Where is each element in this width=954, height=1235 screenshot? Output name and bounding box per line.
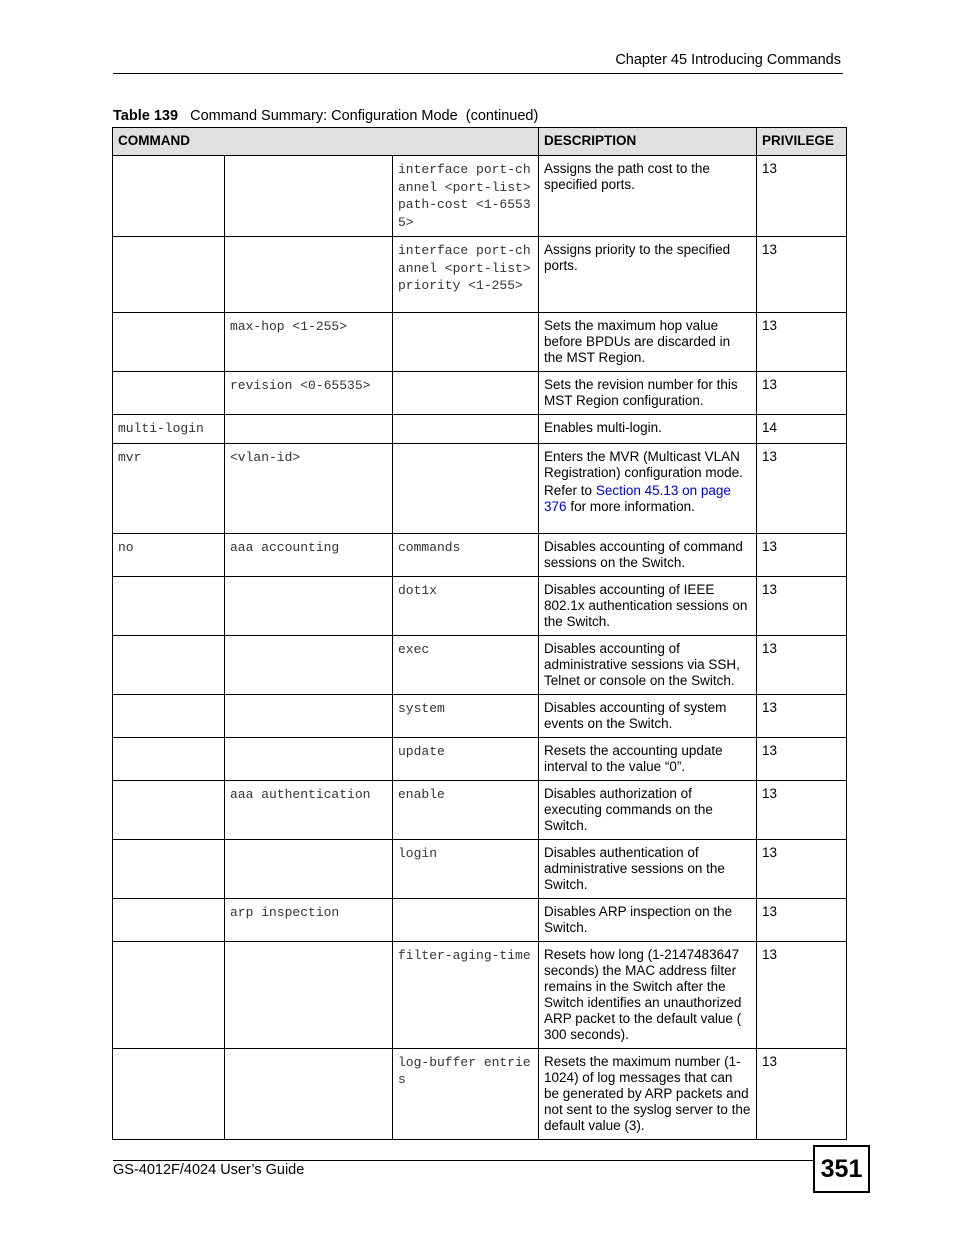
command-cell: [113, 694, 225, 737]
option-cell: [393, 898, 539, 941]
privilege-cell: 13: [757, 780, 847, 839]
command-cell: [113, 372, 225, 415]
footer-rule: [113, 1160, 813, 1161]
table-row: [113, 737, 847, 780]
option-cell: [393, 576, 539, 635]
option-cell: [393, 780, 539, 839]
table-row: [113, 576, 847, 635]
refer-suffix: for more information.: [566, 498, 695, 514]
description-text: Disables accounting of administrative sessions via SSH, Telnet or console on the Switch.: [544, 640, 740, 688]
command-cell-text: no: [118, 539, 134, 555]
description-cell: [539, 839, 757, 898]
privilege-cell: 13: [757, 156, 847, 237]
command-cell-text: multi-login: [118, 421, 204, 436]
subcommand-cell: [225, 576, 393, 635]
description-text: Disables authentication of administrative sessions on the Switch.: [544, 844, 725, 892]
subcommand-cell: [225, 443, 393, 533]
description-cell: [539, 313, 757, 372]
description-cell: [539, 237, 757, 313]
table-row: [113, 372, 847, 415]
header-rule: [113, 73, 843, 74]
table-row: [113, 237, 847, 313]
subcommand-cell: [225, 898, 393, 941]
guide-title: GS-4012F/4024 User’s Guide: [113, 1162, 305, 1178]
option-cell: [393, 237, 539, 313]
table-row: [113, 635, 847, 694]
command-cell: [113, 237, 225, 313]
subcommand-cell-text: aaa accounting: [230, 539, 340, 555]
description-text: Sets the revision number for this MST Region configuration.: [544, 377, 738, 408]
privilege-cell: 13: [757, 635, 847, 694]
option-cell-text: commands: [398, 539, 461, 555]
description-text: Disables accounting of IEEE 802.1x authentication sessions on the Switch.: [544, 581, 748, 629]
command-cell: [113, 898, 225, 941]
command-cell: [113, 415, 225, 444]
subcommand-cell: [225, 372, 393, 415]
description-cell: [539, 898, 757, 941]
command-cell: [113, 443, 225, 533]
description-cell: [539, 941, 757, 1048]
command-cell: [113, 1048, 225, 1139]
privilege-cell: 13: [757, 237, 847, 313]
option-cell: [393, 737, 539, 780]
option-cell: [393, 839, 539, 898]
privilege-cell: 13: [757, 737, 847, 780]
option-cell: [393, 415, 539, 444]
privilege-cell: 13: [757, 372, 847, 415]
privilege-cell: 13: [757, 694, 847, 737]
table-row: [113, 443, 847, 533]
privilege-cell: 13: [757, 443, 847, 533]
description-text: Disables accounting of system events on the Switch.: [544, 699, 727, 731]
table-row: [113, 839, 847, 898]
option-cell-text: filter-aging-time: [398, 947, 531, 963]
privilege-cell: 13: [757, 839, 847, 898]
description-text: Disables accounting of command sessions on the Switch.: [544, 538, 743, 570]
description-cell: [539, 415, 757, 444]
table-row: [113, 941, 847, 1048]
table-row: [113, 780, 847, 839]
table-caption: [113, 108, 538, 124]
section-link[interactable]: Section 45.13 on page 376: [544, 482, 731, 514]
option-cell: [393, 1048, 539, 1139]
column-header-description: DESCRIPTION: [539, 128, 757, 156]
command-cell-text: mvr: [118, 449, 142, 465]
option-cell-text: dot1x: [398, 582, 438, 598]
option-cell-text: update: [398, 743, 445, 759]
option-cell-text: interface port-channel <port-list> path-cost <1-65535>: [398, 162, 539, 230]
table-caption-title: Command Summary: Configuration Mode (continued): [190, 108, 539, 124]
description-text: Resets the accounting update interval to the value “0”.: [544, 742, 723, 774]
refer-text: [544, 483, 751, 515]
command-cell: [113, 941, 225, 1048]
description-text: Enters the MVR (Multicast VLAN Registration) configuration mode.: [544, 448, 743, 480]
option-cell: [393, 443, 539, 533]
subcommand-cell-text: <vlan-id>: [230, 449, 301, 465]
table-header-row: [113, 128, 847, 156]
command-cell: [113, 156, 225, 237]
option-cell-text: exec: [398, 641, 430, 657]
privilege-cell: 14: [757, 415, 847, 444]
command-table: [112, 127, 847, 1140]
subcommand-cell-text: arp inspection: [230, 904, 340, 920]
description-text: Disables ARP inspection on the Switch.: [544, 903, 733, 935]
option-cell-text: log-buffer entries: [398, 1054, 531, 1087]
description-text: Resets how long (1-2147483647 seconds) the MAC address filter remains in the Switch after the Switch identifies an unauthorized ARP packet to the default value ( 300 seconds).: [544, 946, 742, 1042]
privilege-cell: 13: [757, 533, 847, 576]
subcommand-cell: [225, 415, 393, 444]
privilege-cell: 13: [757, 576, 847, 635]
refer-prefix: Refer to: [544, 482, 596, 498]
description-cell: [539, 156, 757, 237]
option-cell: [393, 372, 539, 415]
description-text: Enables multi-login.: [544, 420, 662, 435]
option-cell: [393, 533, 539, 576]
subcommand-cell: [225, 1048, 393, 1139]
table-row: [113, 898, 847, 941]
description-text: Assigns priority to the specified ports.: [544, 242, 731, 273]
page-number: 351: [813, 1145, 870, 1193]
privilege-cell: 13: [757, 898, 847, 941]
subcommand-cell: [225, 533, 393, 576]
command-cell: [113, 737, 225, 780]
option-cell-text: interface port-channel <port-list> priority <1-255>: [398, 243, 539, 293]
privilege-cell: 13: [757, 1048, 847, 1139]
option-cell: [393, 313, 539, 372]
subcommand-cell: [225, 737, 393, 780]
subcommand-cell: [225, 839, 393, 898]
privilege-cell: 13: [757, 313, 847, 372]
subcommand-cell-text: revision <0-65535>: [230, 378, 371, 393]
command-cell: [113, 576, 225, 635]
command-cell: [113, 635, 225, 694]
option-cell: [393, 156, 539, 237]
description-cell: [539, 443, 757, 533]
option-cell: [393, 635, 539, 694]
description-text: Sets the maximum hop value before BPDUs are discarded in the MST Region.: [544, 318, 731, 365]
description-text: Disables authorization of executing commands on the Switch.: [544, 785, 713, 833]
description-cell: [539, 1048, 757, 1139]
subcommand-cell: [225, 237, 393, 313]
chapter-header: Chapter 45 Introducing Commands: [615, 52, 841, 68]
privilege-cell: 13: [757, 941, 847, 1048]
option-cell-text: enable: [398, 786, 445, 802]
description-cell: [539, 737, 757, 780]
command-cell: [113, 533, 225, 576]
description-text: Assigns the path cost to the specified ports.: [544, 161, 710, 192]
column-header-privilege: PRIVILEGE: [757, 128, 847, 156]
table-row: [113, 313, 847, 372]
table-caption-label: Table 139: [113, 108, 179, 124]
subcommand-cell: [225, 313, 393, 372]
description-cell: [539, 533, 757, 576]
command-cell: [113, 839, 225, 898]
option-cell-text: system: [398, 700, 445, 716]
description-cell: [539, 576, 757, 635]
option-cell-text: login: [398, 845, 438, 861]
description-cell: [539, 372, 757, 415]
subcommand-cell: [225, 941, 393, 1048]
table-row: [113, 156, 847, 237]
subcommand-cell: [225, 156, 393, 237]
subcommand-cell-text: aaa authentication: [230, 786, 371, 802]
subcommand-cell: [225, 635, 393, 694]
description-cell: [539, 635, 757, 694]
description-text: Resets the maximum number (1-1024) of log messages that can be generated by ARP packets and not sent to the syslog server to the default value (3).: [544, 1053, 751, 1133]
command-cell: [113, 313, 225, 372]
option-cell: [393, 694, 539, 737]
description-cell: [539, 694, 757, 737]
option-cell: [393, 941, 539, 1048]
subcommand-cell: [225, 780, 393, 839]
table-row: [113, 1048, 847, 1139]
command-cell: [113, 780, 225, 839]
subcommand-cell: [225, 694, 393, 737]
table-row: [113, 415, 847, 444]
column-header-command: COMMAND: [113, 128, 539, 156]
subcommand-cell-text: max-hop <1-255>: [230, 319, 348, 334]
description-cell: [539, 780, 757, 839]
table-row: [113, 694, 847, 737]
table-row: [113, 533, 847, 576]
